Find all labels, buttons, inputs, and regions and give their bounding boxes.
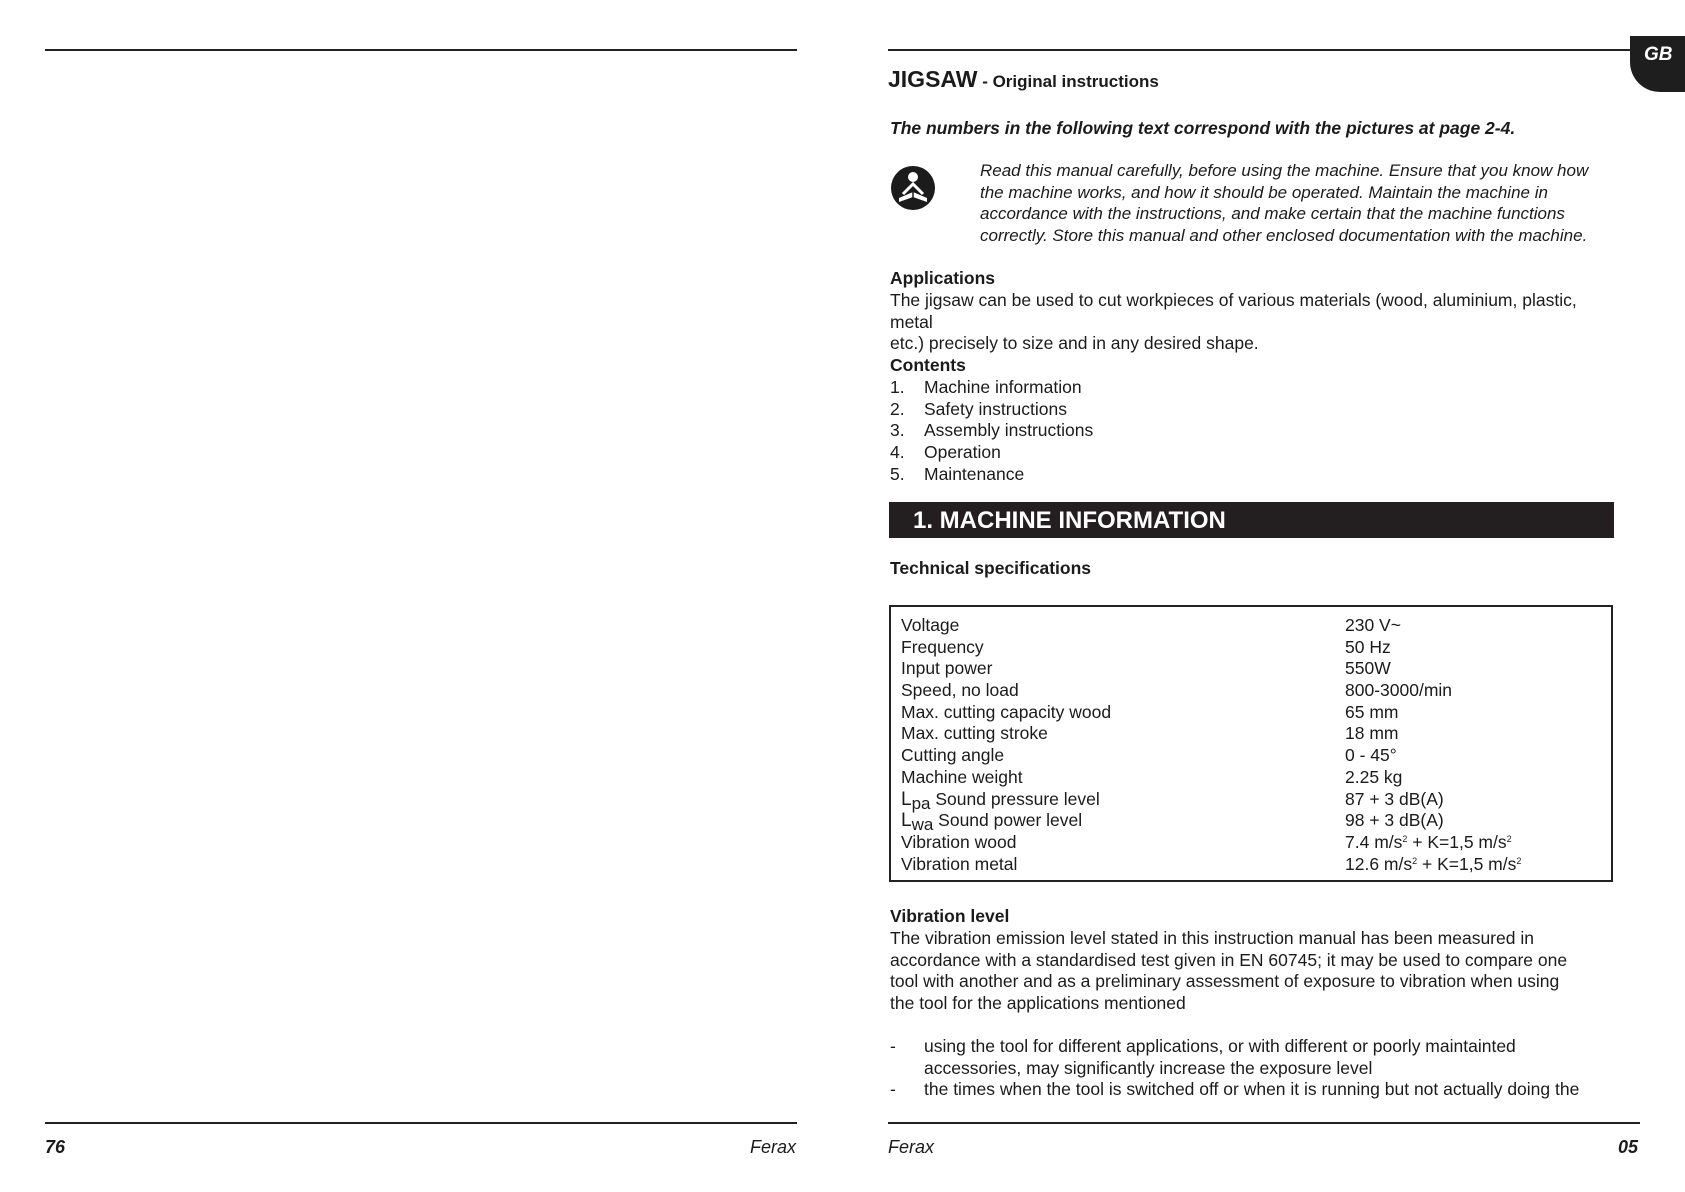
spec-value: 65 mm [1345, 701, 1399, 722]
contents-item-number: 2. [890, 398, 905, 419]
spec-value-part: 12.6 m/s [1345, 853, 1413, 874]
vibration-line: tool with another and as a preliminary assessment of exposure to vibration when using [890, 971, 1560, 992]
bullet-dash: - [890, 1036, 896, 1056]
bullet-item [890, 1036, 1620, 1079]
spec-label: Input power [901, 658, 993, 679]
title-main: JIGSAW [888, 66, 978, 92]
vibration-line: The vibration emission level stated in this instruction manual has been measured in [890, 928, 1534, 948]
contents-item-number: 3. [890, 420, 905, 441]
spec-symbol-subscript: pa [911, 793, 931, 813]
contents-item [890, 442, 1093, 464]
spec-label: Max. cutting stroke [901, 723, 1048, 744]
warning-line: correctly. Store this manual and other enclosed documentation with the machine. [980, 226, 1588, 246]
spec-row [901, 789, 1601, 811]
spec-value-superscript: 2 [1402, 833, 1408, 844]
applications-line: The jigsaw can be used to cut workpieces of various materials (wood, aluminium, plastic, metal [890, 290, 1577, 332]
specs-table [889, 605, 1613, 882]
spec-value: 50 Hz [1345, 636, 1391, 657]
spec-value: 550W [1345, 658, 1391, 679]
spec-symbol: L [901, 810, 912, 832]
spec-label: Voltage [901, 615, 960, 635]
vibration-text [890, 928, 1620, 1015]
contents-item-number: 5. [890, 463, 905, 484]
tech-specs-heading: Technical specifications [890, 558, 1091, 578]
spec-value: 18 mm [1345, 723, 1399, 744]
warning-line: Read this manual carefully, before using the machine. Ensure that you know how [980, 161, 1589, 180]
spec-label: Speed, no load [901, 680, 1019, 701]
spec-row [901, 702, 1601, 724]
contents-item [890, 464, 1093, 486]
picture-reference-note: The numbers in the following text correspond with the pictures at page 2-4. [890, 118, 1516, 138]
page-title [888, 66, 1159, 93]
contents-item-text: Machine information [924, 377, 1082, 397]
spec-value-part: 7.4 m/s [1345, 831, 1403, 852]
contents-item-text: Assembly instructions [924, 420, 1094, 441]
bullet-dash: - [890, 1079, 896, 1100]
spec-value-superscript: 2 [1516, 855, 1522, 866]
warning-line: accordance with the instructions, and make certain that the machine functions [980, 204, 1565, 224]
contents-item-text: Operation [924, 442, 1001, 463]
left-page-number: 76 [45, 1137, 66, 1157]
warning-line: the machine works, and how it should be operated. Maintain the machine in [980, 182, 1548, 202]
spec-value-part: + K=1,5 m/s [1407, 831, 1507, 852]
read-manual-icon [889, 164, 937, 212]
contents-item-number: 4. [890, 442, 905, 463]
bullet-item [890, 1079, 1620, 1101]
spec-label: Vibration metal [901, 853, 1018, 874]
spec-value-superscript: 2 [1506, 833, 1512, 844]
language-tab-label: GB [1644, 44, 1673, 65]
spec-row [901, 745, 1601, 767]
contents-heading: Contents [890, 355, 966, 375]
spec-label: Vibration wood [901, 831, 1017, 852]
spec-row [901, 615, 1601, 637]
spec-value [1345, 832, 1512, 853]
title-suffix: - Original instructions [977, 72, 1159, 91]
applications-line: etc.) precisely to size and in any desired shape. [890, 333, 1259, 354]
bullet-line: the times when the tool is switched off or when it is running but not actually doing the [924, 1079, 1580, 1100]
vibration-line: accordance with a standardised test given in EN 60745; it may be used to compare one [890, 949, 1568, 970]
right-footer-rule [888, 1122, 1640, 1124]
spec-label: Cutting angle [901, 745, 1005, 766]
read-manual-warning [980, 160, 1620, 247]
spec-value [1345, 854, 1521, 875]
contents-item [890, 420, 1093, 442]
contents-list [890, 377, 1093, 486]
spec-symbol-subscript: wa [911, 815, 934, 835]
spec-value: 2.25 kg [1345, 766, 1403, 787]
right-header-rule [888, 49, 1630, 51]
right-footer-brand: Ferax [888, 1137, 935, 1157]
spec-label: Frequency [901, 636, 984, 657]
left-footer-rule [45, 1122, 797, 1124]
spec-row [901, 637, 1601, 659]
spec-label: Max. cutting capacity wood [901, 701, 1112, 722]
spec-value: 230 V~ [1345, 615, 1401, 635]
contents-item [890, 399, 1093, 421]
contents-item-text: Maintenance [924, 463, 1025, 484]
spec-value: 800-3000/min [1345, 680, 1453, 701]
applications-heading: Applications [890, 268, 996, 288]
section-banner-title: 1. MACHINE INFORMATION [913, 507, 1226, 534]
spec-label-text: Sound pressure level [930, 788, 1100, 809]
spec-row [901, 832, 1601, 854]
spec-symbol: L [901, 788, 912, 810]
spec-value: 98 + 3 dB(A) [1345, 810, 1444, 831]
contents-item [890, 377, 1093, 399]
language-tab [1630, 36, 1685, 92]
spec-label: Machine weight [901, 766, 1023, 787]
spec-value-superscript: 2 [1412, 855, 1418, 866]
section-banner [889, 502, 1614, 538]
vibration-bullets [890, 1036, 1620, 1101]
bullet-line: using the tool for different applications, or with different or poorly maintainted [924, 1036, 1516, 1056]
contents-item-number: 1. [890, 377, 905, 397]
spec-row [901, 723, 1601, 745]
spec-row [901, 658, 1601, 680]
bullet-line: accessories, may significantly increase the exposure level [924, 1057, 1373, 1078]
spec-row [901, 810, 1601, 835]
left-footer-brand: Ferax [750, 1137, 797, 1157]
spec-value: 87 + 3 dB(A) [1345, 788, 1444, 809]
right-page-number: 05 [1618, 1137, 1639, 1157]
spec-value-part: + K=1,5 m/s [1417, 853, 1517, 874]
spec-label-text: Sound power level [933, 810, 1083, 831]
spec-row [901, 767, 1601, 789]
vibration-heading: Vibration level [890, 906, 1010, 926]
left-header-rule [45, 49, 797, 51]
spec-row [901, 854, 1601, 876]
applications-text [890, 290, 1620, 355]
contents-item-text: Safety instructions [924, 398, 1067, 419]
spec-row [901, 680, 1601, 702]
vibration-line: the tool for the applications mentioned [890, 993, 1186, 1014]
spec-value: 0 - 45° [1345, 745, 1397, 766]
